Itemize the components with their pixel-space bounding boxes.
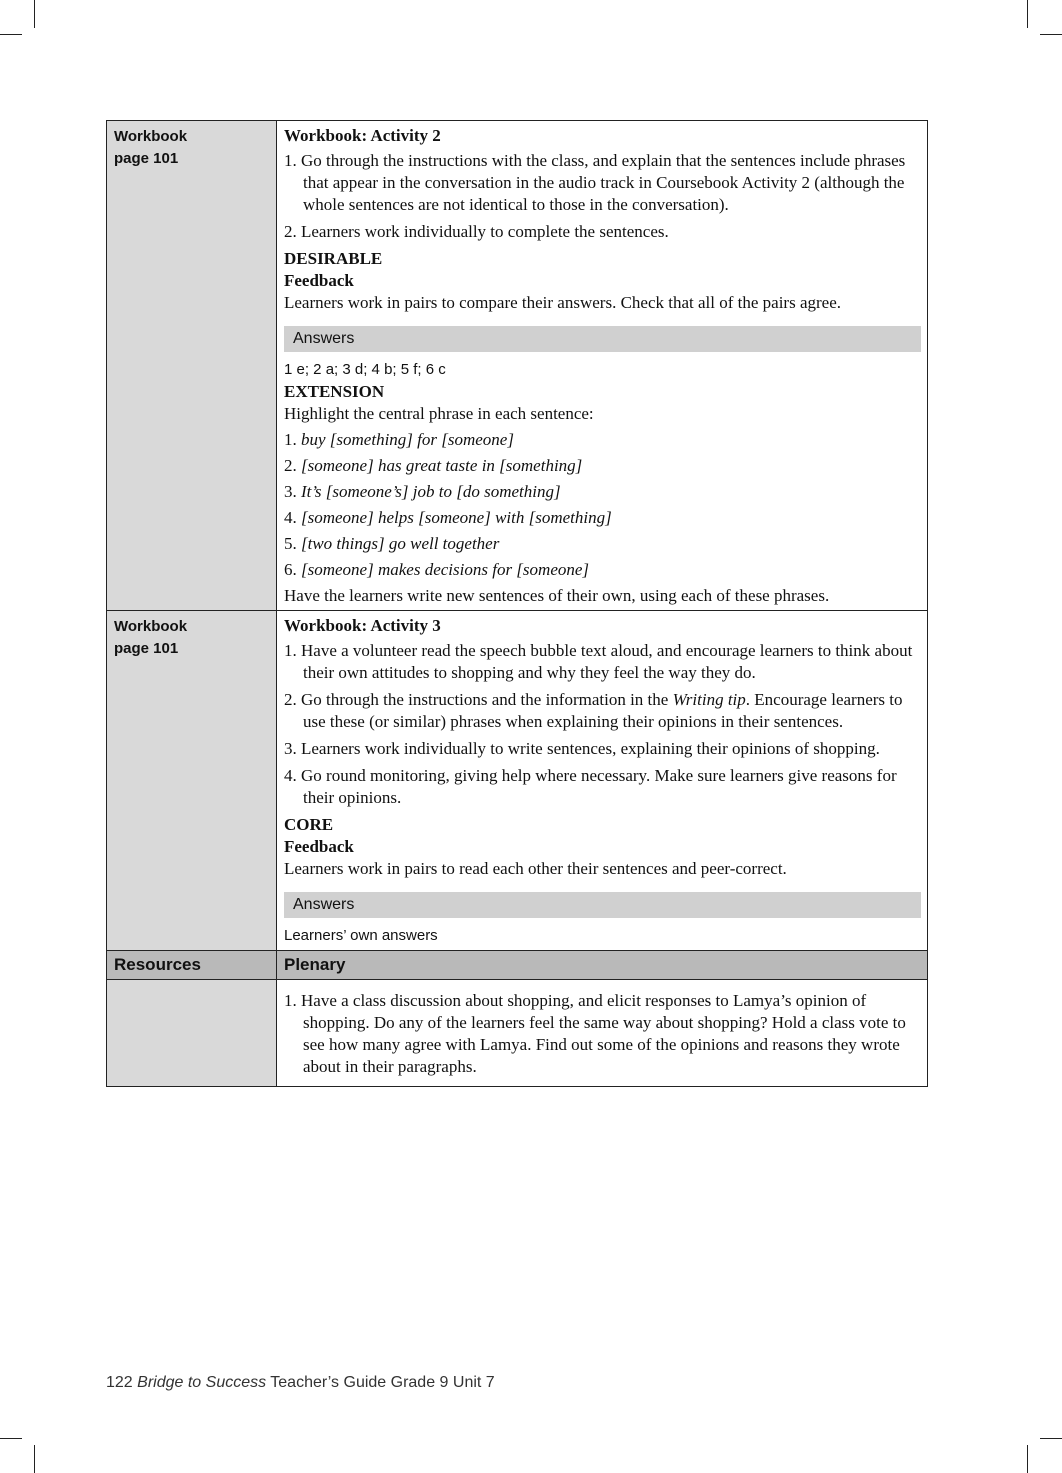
phrase-text: It’s [someone’s] job to [do something] — [301, 482, 561, 501]
feedback-label: Feedback — [284, 837, 354, 856]
phrase-text: [someone] helps [someone] with [something] — [301, 508, 612, 527]
plenary-row — [107, 980, 928, 1087]
phrase-number: 4. — [284, 508, 297, 527]
phrase-number: 3. — [284, 482, 297, 501]
instruction-step — [284, 689, 921, 733]
lesson-table — [106, 120, 928, 1087]
plenary-list — [284, 990, 921, 1078]
workbook-label: Workbook — [114, 618, 188, 635]
answers-header: Answers — [284, 892, 921, 918]
phrase-item — [284, 559, 921, 581]
step-text: . Encourage learners to use these (or similar) phrases when explaining their opinions in their sentences. — [303, 690, 903, 731]
feedback-text: Learners work in pairs to read each other their sentences and peer-correct. — [284, 859, 787, 878]
answers-header: Answers — [284, 326, 921, 352]
instruction-step: 4. Go round monitoring, giving help where necessary. Make sure learners give reasons for their opinions. — [284, 766, 897, 807]
crop-mark — [0, 34, 22, 35]
resources-cell — [107, 980, 277, 1087]
activity-2-content — [277, 121, 928, 611]
step-text: 2. Go through the instructions and the information in the — [284, 690, 673, 709]
phrase-item — [284, 429, 921, 451]
crop-mark — [34, 0, 35, 28]
instruction-step: 2. Learners work individually to complete the sentences. — [284, 222, 669, 241]
crop-mark — [1040, 1438, 1062, 1439]
writing-tip-ref: Writing tip — [672, 690, 746, 709]
workbook-ref-cell — [107, 611, 277, 951]
phrase-item — [284, 481, 921, 503]
phrase-number: 5. — [284, 534, 297, 553]
book-title: Bridge to Success — [137, 1374, 267, 1391]
instruction-step: 3. Learners work individually to write sentences, explaining their opinions of shopping. — [284, 739, 880, 758]
instruction-step: 1. Go through the instructions with the class, and explain that the sentences include phrases that appear in the conversation in the audio track in Coursebook Activity 2 (although the whole sentences are not identical to those in the conversation). — [284, 151, 906, 214]
plenary-content — [277, 980, 928, 1087]
guide-info: Teacher’s Guide Grade 9 Unit 7 — [270, 1374, 495, 1391]
activity-3-row — [107, 611, 928, 951]
phrase-number: 1. — [284, 430, 297, 449]
instruction-list — [284, 640, 921, 809]
extension-intro: Highlight the central phrase in each sentence: — [284, 404, 594, 423]
phrase-item — [284, 533, 921, 555]
page-number: 122 — [106, 1374, 133, 1391]
level-label: CORE — [284, 815, 334, 834]
activity-title: Workbook: Activity 3 — [284, 616, 441, 635]
answers-text: 1 e; 2 a; 3 d; 4 b; 5 f; 6 c — [284, 361, 446, 378]
page-ref: page 101 — [114, 150, 179, 167]
phrase-number: 2. — [284, 456, 297, 475]
crop-mark — [34, 1445, 35, 1473]
resources-header: Resources — [107, 951, 277, 980]
phrase-number: 6. — [284, 560, 297, 579]
answers-text: Learners’ own answers — [284, 927, 438, 944]
workbook-ref-cell — [107, 121, 277, 611]
extension-label: EXTENSION — [284, 382, 385, 401]
instruction-list — [284, 150, 921, 243]
activity-3-content — [277, 611, 928, 951]
feedback-label: Feedback — [284, 271, 354, 290]
phrase-text: [someone] makes decisions for [someone] — [301, 560, 590, 579]
phrase-list — [284, 429, 921, 581]
phrase-item — [284, 507, 921, 529]
crop-mark — [1040, 34, 1062, 35]
crop-mark — [1027, 1445, 1028, 1473]
plenary-header-row — [107, 951, 928, 980]
plenary-step: 1. Have a class discussion about shopping, and elicit responses to Lamya’s opinion of shopping. Do any of the learners feel the same way about shopping? Hold a class vote to see how many agree with Lamya. Find out some of the opinions and reasons they wrote about in their paragraphs. — [284, 991, 906, 1076]
page-ref: page 101 — [114, 640, 179, 657]
crop-mark — [1027, 0, 1028, 28]
crop-mark — [0, 1438, 22, 1439]
activity-2-row — [107, 121, 928, 611]
workbook-label: Workbook — [114, 128, 188, 145]
page-footer — [106, 1374, 495, 1392]
phrase-text: buy [something] for [someone] — [301, 430, 514, 449]
activity-title: Workbook: Activity 2 — [284, 126, 441, 145]
phrase-text: [someone] has great taste in [something] — [301, 456, 583, 475]
instruction-step: 1. Have a volunteer read the speech bubble text aloud, and encourage learners to think about their own attitudes to shopping and why they feel the way they do. — [284, 641, 913, 682]
extension-outro: Have the learners write new sentences of their own, using each of these phrases. — [284, 586, 830, 605]
feedback-text: Learners work in pairs to compare their answers. Check that all of the pairs agree. — [284, 293, 842, 312]
phrase-text: [two things] go well together — [301, 534, 500, 553]
plenary-header: Plenary — [277, 951, 928, 980]
phrase-item — [284, 455, 921, 477]
level-label: DESIRABLE — [284, 249, 383, 268]
